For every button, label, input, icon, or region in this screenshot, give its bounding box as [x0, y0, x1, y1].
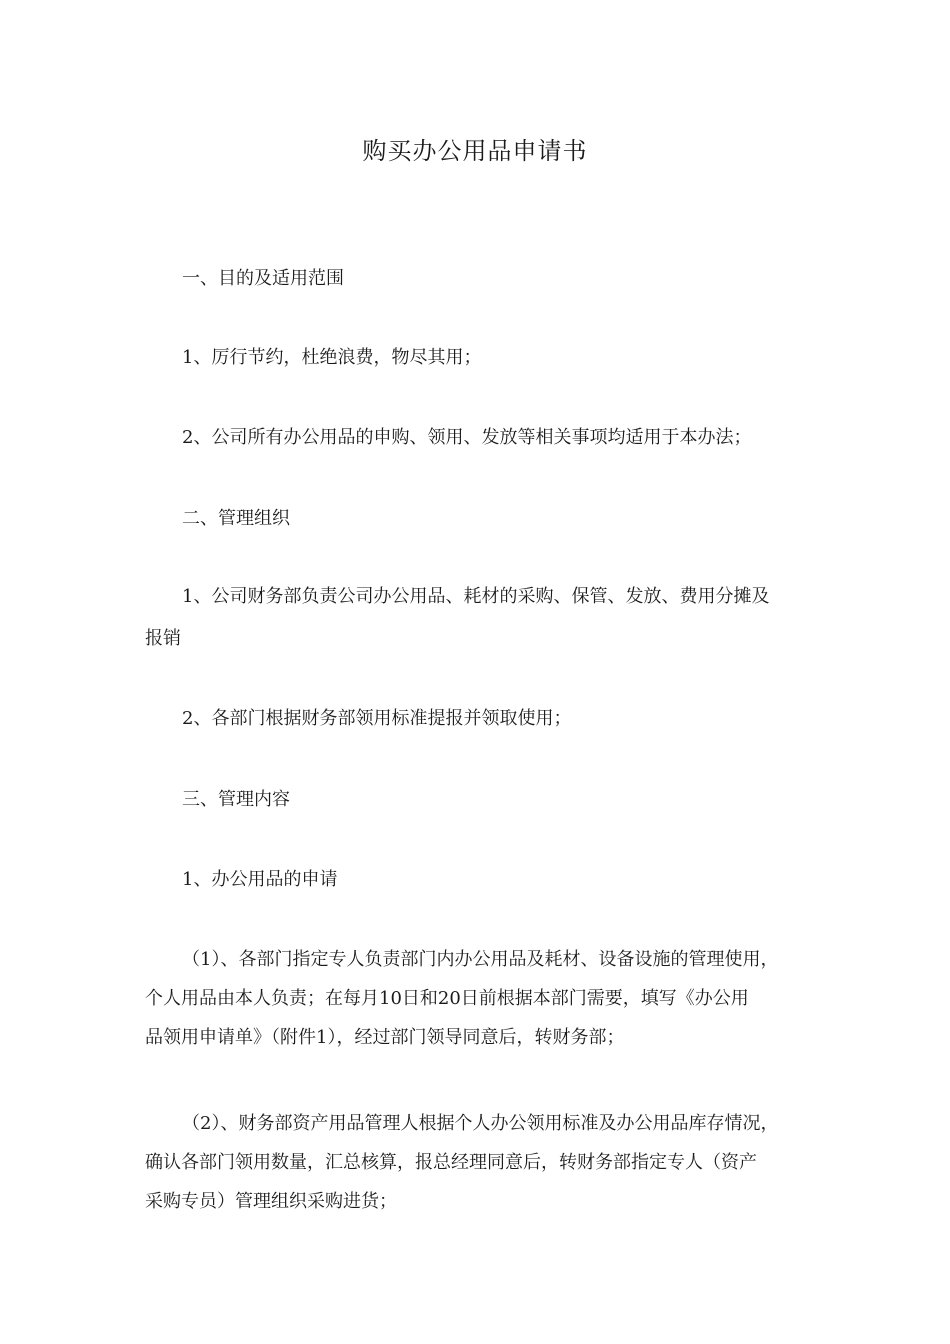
paragraph-line: 个人用品由本人负责；在每月10日和20日前根据本部门需要，填写《办公用	[145, 988, 749, 1009]
paragraph-line: 1、厉行节约，杜绝浪费，物尽其用；	[182, 347, 482, 368]
paragraph-application-item-1	[145, 943, 825, 1055]
paragraph-line: 品领用申请单》（附件1），经过部门领导同意后，转财务部；	[145, 1027, 625, 1048]
paragraph-application-item-2	[145, 1107, 825, 1219]
paragraph-line: 1、办公用品的申请	[182, 869, 338, 890]
paragraph-line: 1、公司财务部负责公司办公用品、耗材的采购、保管、发放、费用分摊及	[182, 586, 770, 607]
paragraph-line: 2、各部门根据财务部领用标准提报并领取使用；	[182, 708, 572, 729]
paragraph-organization-item-2	[145, 702, 825, 736]
paragraph-scope-item-2	[145, 421, 825, 455]
paragraph-line: 采购专员）管理组织采购进货；	[145, 1191, 397, 1212]
paragraph-line: 二、管理组织	[182, 508, 290, 529]
paragraph-line: 一、目的及适用范围	[182, 268, 344, 289]
paragraph-line: 2、公司所有办公用品的申购、领用、发放等相关事项均适用于本办法；	[182, 427, 752, 448]
paragraph-line: （2）、财务部资产用品管理人根据个人办公领用标准及办公用品库存情况，	[182, 1113, 779, 1134]
section-heading-scope	[145, 262, 825, 296]
paragraph-organization-item-1	[145, 580, 825, 656]
document-title: 购买办公用品申请书	[362, 137, 588, 165]
paragraph-scope-item-1	[145, 341, 825, 375]
section-heading-content	[145, 783, 825, 817]
subsection-heading-application	[145, 863, 825, 897]
paragraph-line: 报销	[145, 628, 181, 649]
section-heading-organization	[145, 502, 825, 536]
paragraph-line: （1）、各部门指定专人负责部门内办公用品及耗材、设备设施的管理使用，	[182, 949, 779, 970]
paragraph-line: 确认各部门领用数量，汇总核算，报总经理同意后，转财务部指定专人（资产	[145, 1152, 757, 1173]
paragraph-line: 三、管理内容	[182, 789, 290, 810]
